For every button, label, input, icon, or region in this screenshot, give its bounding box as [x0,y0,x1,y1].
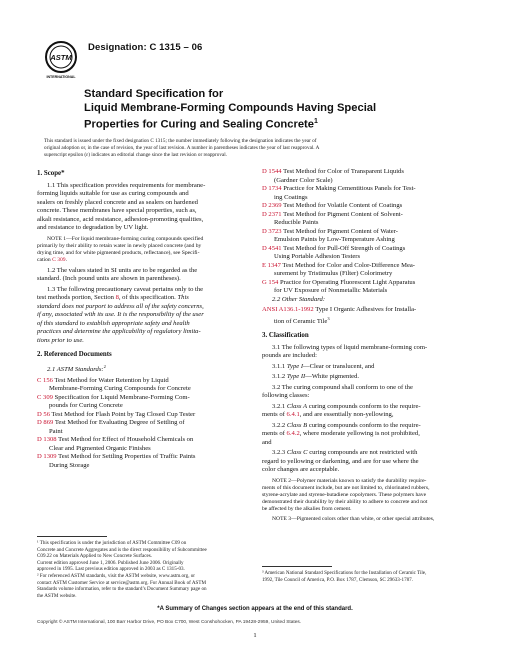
summary-of-changes-note: *A Summary of Changes section appears at the end of this standard. [157,606,353,612]
reference-item: D 2369 Test Method for Volatile Content of Coatings [262,202,403,209]
left-column [37,168,249,470]
astm-standards-label: 2.1 ASTM Standards:$^2$ [47,363,106,374]
reference-item: D 1544 Test Method for Color of Transparent Liquids (Gardner Color Scale) [262,168,404,184]
reference-item: G 154 Practice for Operating Fluorescent Light Apparatus for UV Exposure of Nonmetallic Materials [262,278,416,294]
reference-item: D 869 Test Method for Evaluating Degree of Settling of Paint [37,419,185,435]
reference-item: D 4541 Test Method for Pull-Off Strength of Coatings Using Portable Adhesion Testers [262,244,406,260]
paragraph-3-2: 3.2 The curing compound shall conform to one of the following classes: [262,383,413,400]
link-d1308[interactable]: D 1308 [37,436,57,444]
link-c156[interactable]: C 156 [37,376,53,384]
astm-logo [44,40,78,80]
section-heading-referenced-documents: 2. Referenced Documents [37,351,112,359]
link-d1544[interactable]: D 1544 [262,168,282,175]
link-d56[interactable]: D 56 [37,410,51,418]
link-d1309[interactable]: D 1309 [37,453,57,461]
link-d3723[interactable]: D 3723 [262,227,282,235]
section-heading-classification: 3. Classification [262,332,309,340]
right-column [262,168,472,526]
note-2: NOTE 2—Polymer materials known to satisfy the durability require- ments of this document include, but are not limited to, chlorinated rubbers, styrene-acrylate and styrene-butadiene copolymers. These polymers have demonstrated their durability by their ability to adhere to concrete and not be affected by the alkalies from cement. [262,477,430,513]
copyright-line: Copyright © ASTM International, 100 Barr Harbor Drive, PO Box C700, West Conshohocken, PA 19428-2959, United States. [37,620,302,625]
standard-issue-note: This standard is issued under the fixed designation C 1315; the number immediately following the designation indicates the year of original adoption or, in the case of revision, the year of last revision. A number in parentheses indicates the year of last reapproval. A superscript epsilon (ε) indicates an editorial change since the last revision or reapproval. [44,138,320,159]
link-ansi-a136[interactable]: ANSI A136.1-1992 [262,306,314,313]
standard-title [84,88,434,132]
type-2-item: 3.1.2 Type II—White pigmented. [272,373,360,381]
link-6-4-1[interactable]: 6.4.1 [286,411,300,419]
designation: Designation: C 1315 – 06 [88,42,203,53]
paragraph-1-2: 1.2 The values stated in SI units are to be regarded as the standard. (Inch pound units are shown in parentheses). [37,266,198,283]
reference-item: D 56 Test Method for Flash Point by Tag Closed Cup Tester [37,410,196,418]
link-d2371[interactable]: D 2371 [262,210,282,218]
link-6-4-2[interactable]: 6.4.2 [286,430,300,438]
footnotes-left: ¹ This specification is under the jurisdiction of ASTM Committee C09 on Concrete and Concrete Aggregates and is the direct responsibility of Subcommittee C09.22 on Materials Applied to New Concrete Surfaces. Current edition approved June 1, 2006. Published June 2006. Originally approved in 1995. Last previous edition approved in 2003 as C 1315-03. ² For referenced ASTM standards, visit the ASTM website, www.astm.org, or contact ASTM Customer Service at service@astm.org. For Annual Book of ASTM Standards volume information, refer to the standard’s Document Summary page on the ASTM website. [37,540,207,599]
link-section-8[interactable]: 8 [115,294,119,302]
link-d2369[interactable]: D 2369 [262,202,282,209]
reference-item: C 309 Specification for Liquid Membrane-Forming Com- pounds for Curing Concrete [37,393,190,410]
footnote-divider [262,566,332,567]
other-standard-label: 2.2 Other Standard: [272,295,326,303]
reference-item: D 1308 Test Method for Effect of Household Chemicals on Clear and Pigmented Organic Finishes [37,436,194,452]
title-line: Properties for Curing and Sealing Concrete$^1$ [84,118,318,131]
reference-item: D 1309 Test Method for Settling Properties of Traffic Paints During Storage [37,453,196,469]
reference-item: ANSI A136.1-1992 Type I Organic Adhesives for Installa- tion of Ceramic Tile$^3$ [262,306,417,325]
footnote-divider [37,536,107,537]
reference-item: D 1734 Practice for Making Cementitious Panels for Test- ing Coatings [262,185,416,201]
title-footnote-mark[interactable]: 1 [314,118,318,125]
link-c309-ref[interactable]: C 309 [37,393,53,401]
reference-item: C 156 Test Method for Water Retention by Liquid Membrane-Forming Curing Compounds for Concrete [37,376,191,393]
paragraph-1-3: 1.3 The following precautionary caveat pertains only to the test methods portion, Section 8, of this specification. This standard does not purport to address all of the safety concerns, if any, associated with its use. It is the responsibility of the user of this standard to establish appropriate safety and health practices and determine the applicability of regulatory limita- tions prior to use. [37,285,204,344]
reference-item: E 1347 Test Method for Color and Color-Difference Mea- surement by Tristimulus (Filter) Colorimetry [262,261,415,277]
paragraph-3-1: 3.1 The following types of liquid membrane-forming com- pounds are included: [262,343,428,360]
title-line: Liquid Membrane-Forming Compounds Having Special [84,101,377,114]
class-c-item: 3.2.3 Class C curing compounds are not restricted with regard to yellowing or darkening, and are for use where the color changes are acceptable. [262,449,419,474]
class-b-item: 3.2.2 Class B curing compounds conform to the require- ments of 6.4.2, where moderate yellowing is not prohibited, and [262,421,421,446]
link-d1734[interactable]: D 1734 [262,185,282,192]
link-d4541[interactable]: D 4541 [262,244,282,252]
link-e1347[interactable]: E 1347 [262,261,281,269]
section-heading-scope: 1. Scope* [37,170,65,177]
link-c309[interactable]: C 309 [52,256,66,263]
paragraph-1-1: 1.1 This specification provides requirements for membrane- forming liquids suitable for use as curing compounds and sealers on freshly placed concrete and as sealers on hardened concrete. These membranes have special properties, such as, alkali resistance, acid resistance, adhesion-promoting qualities, and resistance to degradation by UV light. [37,181,206,231]
page-number: 1 [253,632,257,639]
note-3: NOTE 3—Pigmented colors other than white, or other special attributes, [272,516,435,523]
link-d869[interactable]: D 869 [37,419,54,427]
reference-item: D 2371 Test Method for Pigment Content of Solvent- Reducible Paints [262,210,403,226]
link-g154[interactable]: G 154 [262,278,279,286]
class-a-item: 3.2.1 Class A curing compounds conform to the require- ments of 6.4.1, and are essentially non-yellowing, [262,402,421,419]
reference-item: D 3723 Test Method for Pigment Content of Water- Emulsion Paints by Low-Temperature Ashing [262,227,398,243]
svg-text:ASTM: ASTM [50,53,72,62]
logo-text: INTERNATIONAL [46,75,76,79]
title-line: Standard Specification for [84,88,224,100]
note-1: NOTE 1—For liquid membrane-forming curing compounds specified primarily by their ability to retain water in newly placed concrete (and by drying time, and for white pigmented products, reflectance), see Specifi- cation C 309. [37,235,204,263]
type-1-item: 3.1.1 Type I—Clear or translucent, and [272,362,375,370]
footnotes-right: ³ American National Standard Specifications for the Installation of Ceramic Tile, 1992, Tile Council of America, P.O. Box 1787, Clemson, SC 29633-1787. [262,570,427,583]
